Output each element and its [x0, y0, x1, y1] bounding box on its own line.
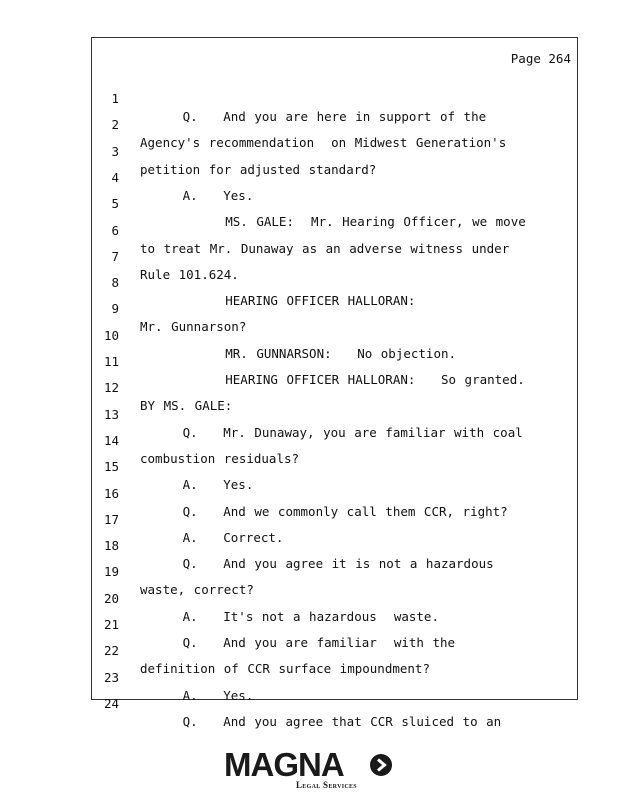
- line-text: combustion residuals?: [140, 450, 300, 466]
- chevron-right-circle-icon: [370, 754, 392, 776]
- line-number: 21: [103, 617, 119, 632]
- transcript-line: [92, 204, 577, 256]
- transcript-line: [92, 125, 577, 177]
- line-text: MS. GALE: Mr. Hearing Officer, we move: [140, 214, 526, 230]
- line-text: A. Correct.: [140, 529, 284, 545]
- line-text: petition for adjusted standard?: [140, 161, 377, 177]
- transcript-line: [92, 414, 577, 466]
- line-text: Q. And you are familiar with the: [140, 635, 456, 650]
- line-text: BY MS. GALE:: [140, 398, 233, 414]
- line-text: Mr. Gunnarson?: [140, 319, 247, 335]
- line-number: 4: [111, 169, 119, 185]
- line-number: 6: [111, 222, 119, 238]
- transcript-line: [92, 335, 577, 387]
- transcript-line: [92, 177, 577, 230]
- line-number: 15: [103, 459, 119, 475]
- line-number: 17: [103, 511, 119, 527]
- line-text: Q. And you agree it is not a hazardous: [140, 556, 494, 572]
- line-text: Q. Mr. Dunaway, you are familiar with coal: [140, 424, 523, 440]
- line-number: 10: [103, 327, 119, 343]
- line-number: 8: [111, 275, 119, 291]
- line-number: 12: [103, 380, 119, 396]
- line-text: Q. And you are here in support of the: [140, 109, 487, 124]
- line-text: definition of CCR surface impoundment?: [140, 661, 430, 677]
- line-text: to treat Mr. Dunaway as an adverse witness under: [140, 240, 510, 256]
- line-number: 2: [111, 117, 119, 133]
- magna-logo: [224, 747, 396, 793]
- transcript-line: [92, 598, 577, 650]
- transcript-line: [92, 493, 577, 545]
- line-number: 9: [111, 301, 119, 317]
- line-text: MR. GUNNARSON: No objection.: [140, 345, 457, 361]
- line-text: Q. And you agree that CCR sluiced to an: [140, 713, 502, 729]
- transcript-line: [92, 230, 577, 282]
- transcript-line: [92, 151, 577, 203]
- line-number: 14: [103, 432, 119, 448]
- line-number: 18: [103, 538, 119, 554]
- line-number: 11: [103, 354, 119, 369]
- transcript-line: [92, 572, 577, 624]
- line-number: 23: [103, 669, 119, 685]
- line-text: A. It's not a hazardous waste.: [140, 608, 439, 624]
- line-number: 24: [103, 695, 119, 711]
- line-text: Q. And we commonly call them CCR, right?: [140, 503, 508, 519]
- line-number: 7: [111, 248, 119, 264]
- logo-subtitle: Legal Services: [296, 780, 357, 790]
- line-number: 20: [103, 590, 119, 606]
- line-text: Agency's recommendation on Midwest Generation's: [140, 135, 507, 151]
- transcript-line: [92, 72, 577, 124]
- line-text: HEARING OFFICER HALLORAN:: [140, 293, 416, 309]
- line-number: 19: [103, 564, 119, 580]
- line-number: 16: [103, 485, 119, 501]
- line-text: Rule 101.624.: [140, 266, 239, 282]
- line-number: 13: [103, 406, 119, 422]
- line-number: 22: [103, 643, 119, 659]
- logo-wordmark: MAGNA: [224, 746, 344, 783]
- line-text: HEARING OFFICER HALLORAN: So granted.: [140, 372, 525, 387]
- page-number: Page 264: [510, 51, 571, 66]
- line-text: A. Yes.: [140, 477, 254, 493]
- line-number: 5: [111, 196, 119, 212]
- line-text: waste, correct?: [140, 582, 254, 598]
- line-number: 1: [111, 91, 119, 106]
- line-text: A. Yes.: [140, 187, 254, 203]
- transcript-line: [92, 309, 577, 361]
- line-number: 3: [111, 143, 119, 159]
- line-text: A. Yes.: [140, 687, 254, 703]
- transcript-line: [92, 256, 577, 309]
- transcript-line: [92, 677, 577, 729]
- transcript-page: [91, 37, 578, 729]
